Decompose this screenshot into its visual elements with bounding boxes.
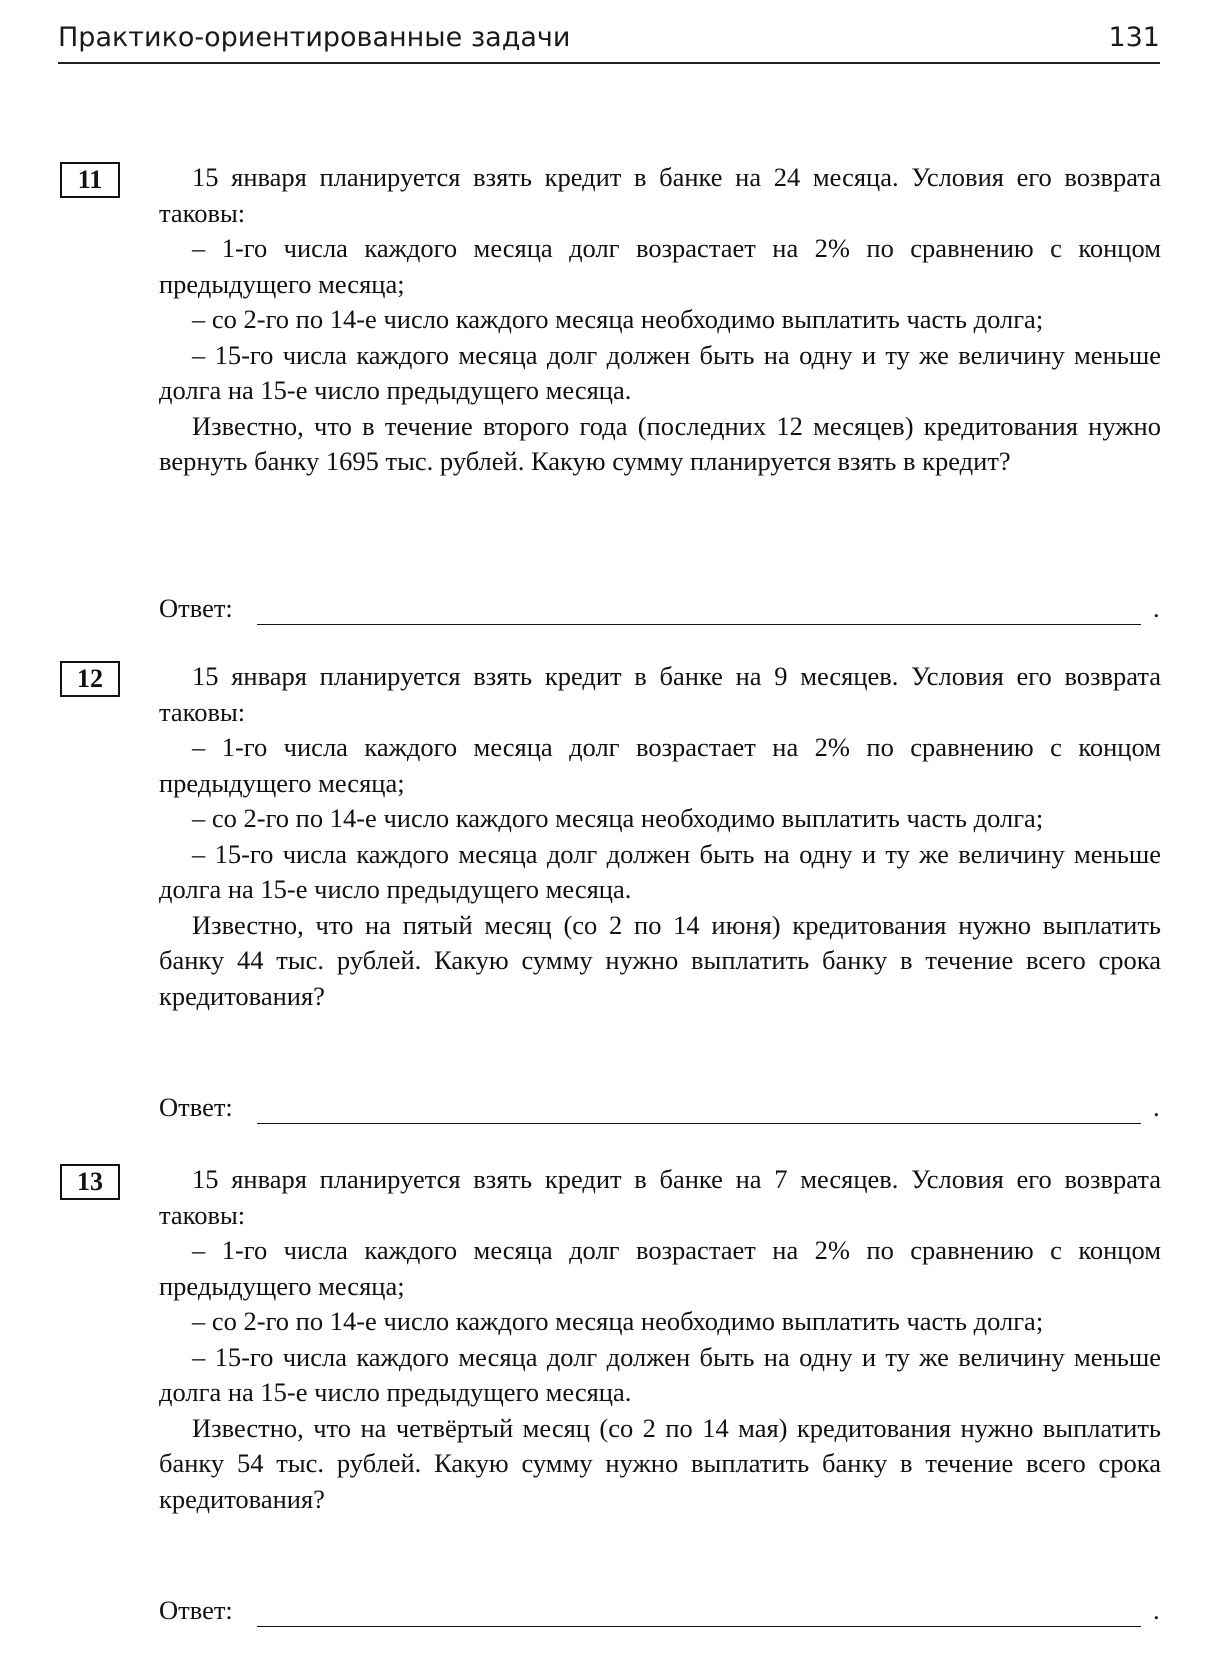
task-body xyxy=(159,1162,1161,1517)
task-body xyxy=(159,659,1161,1014)
task-question: Известно, что в течение второго года (последних 12 месяцев) кредитования нужно вернуть банку 1695 тыс. рублей. Какую сумму планируется взять в кредит? xyxy=(159,410,1161,476)
task-condition: – 15-го числа каждого месяца долг должен быть на одну и ту же величину меньше долга на 15-е число предыдущего месяца. xyxy=(159,339,1161,405)
answer-end-dot: . xyxy=(1153,1092,1160,1122)
answer-end-dot: . xyxy=(1153,593,1160,623)
answer-field[interactable] xyxy=(257,1626,1141,1627)
answer-label: Ответ: xyxy=(159,1595,233,1625)
task-condition: – 1-го числа каждого месяца долг возрастает на 2% по сравнению с концом предыдущего месяца; xyxy=(159,233,1161,299)
answer-field[interactable] xyxy=(257,624,1141,625)
task-condition: – 15-го числа каждого месяца долг должен быть на одну и ту же величину меньше долга на 15-е число предыдущего месяца. xyxy=(159,1341,1161,1407)
task-number-box: 11 xyxy=(60,162,120,198)
task-condition: – 15-го числа каждого месяца долг должен быть на одну и ту же величину меньше долга на 15-е число предыдущего месяца. xyxy=(159,838,1161,904)
task-intro: 15 января планируется взять кредит в банке на 7 месяцев. Условия его возврата таковы: xyxy=(159,1164,1161,1230)
page-header xyxy=(58,18,1160,64)
answer-row xyxy=(159,1092,1161,1128)
task-condition: – 1-го числа каждого месяца долг возрастает на 2% по сравнению с концом предыдущего месяца; xyxy=(159,732,1161,798)
task-question: Известно, что на пятый месяц (со 2 по 14 июня) кредитования нужно выплатить банку 44 тыс. рублей. Какую сумму нужно выплатить банку в течение всего срока кредитования? xyxy=(159,909,1161,1011)
section-title: Практико-ориентированные задачи xyxy=(58,22,571,53)
task-body xyxy=(159,160,1161,480)
task-condition: – со 2-го по 14-е число каждого месяца необходимо выплатить часть долга; xyxy=(192,304,1044,334)
task-intro: 15 января планируется взять кредит в банке на 24 месяца. Условия его возврата таковы: xyxy=(159,162,1161,228)
task-intro: 15 января планируется взять кредит в банке на 9 месяцев. Условия его возврата таковы: xyxy=(159,661,1161,727)
answer-row xyxy=(159,593,1161,629)
answer-label: Ответ: xyxy=(159,593,233,623)
page-number: 131 xyxy=(1108,22,1160,53)
task-number-box: 12 xyxy=(60,661,120,697)
task-condition: – со 2-го по 14-е число каждого месяца необходимо выплатить часть долга; xyxy=(192,1306,1044,1336)
task-condition: – со 2-го по 14-е число каждого месяца необходимо выплатить часть долга; xyxy=(192,803,1044,833)
task-question: Известно, что на четвёртый месяц (со 2 по 14 мая) кредитования нужно выплатить банку 54 тыс. рублей. Какую сумму нужно выплатить банку в течение всего срока кредитования? xyxy=(159,1412,1161,1514)
task-condition: – 1-го числа каждого месяца долг возрастает на 2% по сравнению с концом предыдущего месяца; xyxy=(159,1235,1161,1301)
answer-field[interactable] xyxy=(257,1123,1141,1124)
answer-end-dot: . xyxy=(1153,1595,1160,1625)
answer-row xyxy=(159,1595,1161,1631)
task-number-box: 13 xyxy=(60,1164,120,1200)
answer-label: Ответ: xyxy=(159,1092,233,1122)
